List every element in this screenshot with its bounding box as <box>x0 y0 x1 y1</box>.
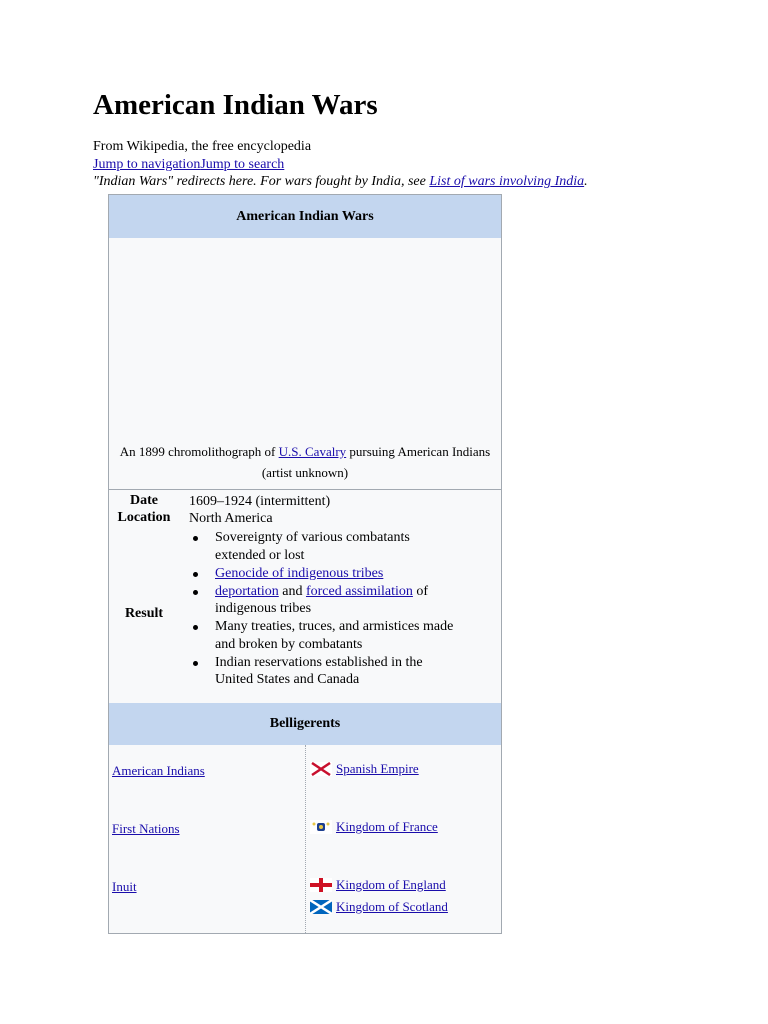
inuit-link[interactable]: Inuit <box>112 879 137 894</box>
kingdom-of-france-link[interactable]: Kingdom of France <box>336 819 438 834</box>
infobox-divider <box>109 489 501 490</box>
kingdom-of-england-link[interactable]: Kingdom of England <box>336 877 446 892</box>
spanish-empire-link[interactable]: Spanish Empire <box>336 761 419 776</box>
belligerents-divider <box>305 745 306 933</box>
caption-suffix: pursuing American Indians <box>346 444 491 459</box>
scotland-flag-icon <box>310 900 332 914</box>
kingdom-of-scotland-link[interactable]: Kingdom of Scotland <box>336 899 448 914</box>
royal-france-flag-icon <box>310 820 332 834</box>
caption-prefix: An 1899 chromolithograph of <box>119 444 279 459</box>
us-cavalry-link[interactable]: U.S. Cavalry <box>278 444 347 459</box>
first-nations-link[interactable]: First Nations <box>112 821 180 836</box>
location-value: North America <box>189 511 273 526</box>
deportation-link[interactable]: deportation <box>215 583 279 599</box>
image-caption <box>109 441 501 483</box>
genocide-link[interactable]: Genocide of indigenous tribes <box>215 565 384 581</box>
date-label: Date <box>130 493 158 508</box>
list-of-wars-link[interactable]: List of wars involving India <box>429 174 585 189</box>
infobox-title: American Indian Wars <box>109 195 501 238</box>
jump-to-search-link[interactable]: Jump to search <box>200 156 285 172</box>
hatnote <box>93 173 588 191</box>
result-item: Indian reservations established in the United States and Canada <box>215 654 505 689</box>
cross-of-burgundy-flag-icon <box>310 762 332 776</box>
spanish-empire-entry <box>310 761 419 777</box>
kingdom-of-england-entry <box>310 877 446 893</box>
hatnote-end: . <box>584 174 588 189</box>
result-list <box>215 529 505 689</box>
belligerents-header: Belligerents <box>109 703 501 745</box>
result-item: Many treaties, truces, and armistices made and broken by combatants <box>215 618 505 653</box>
hatnote-text: "Indian Wars" redirects here. For wars fought by India, see <box>93 174 430 189</box>
result-item <box>215 565 505 583</box>
kingdom-of-france-entry <box>310 819 438 835</box>
england-flag-icon <box>310 878 332 892</box>
jump-links <box>93 156 588 174</box>
date-value: 1609–1924 (intermittent) <box>189 494 331 509</box>
kingdom-of-scotland-entry <box>310 899 448 915</box>
result-item: Sovereignty of various combatants extended or lost <box>215 529 505 564</box>
page-title: American Indian Wars <box>93 89 378 121</box>
from-line: From Wikipedia, the free encyclopedia <box>93 139 312 154</box>
result-item: deportation and forced assimilation of indigenous tribes <box>215 583 505 618</box>
forced-assimilation-link[interactable]: forced assimilation <box>305 583 413 599</box>
american-indians-link[interactable]: American Indians <box>112 763 205 778</box>
intro-block <box>93 138 588 191</box>
location-label: Location <box>117 510 171 525</box>
caption-line2: (artist unknown) <box>261 465 349 480</box>
result-label: Result <box>124 606 164 621</box>
jump-to-navigation-link[interactable]: Jump to navigation <box>93 156 201 172</box>
infobox <box>108 194 502 934</box>
